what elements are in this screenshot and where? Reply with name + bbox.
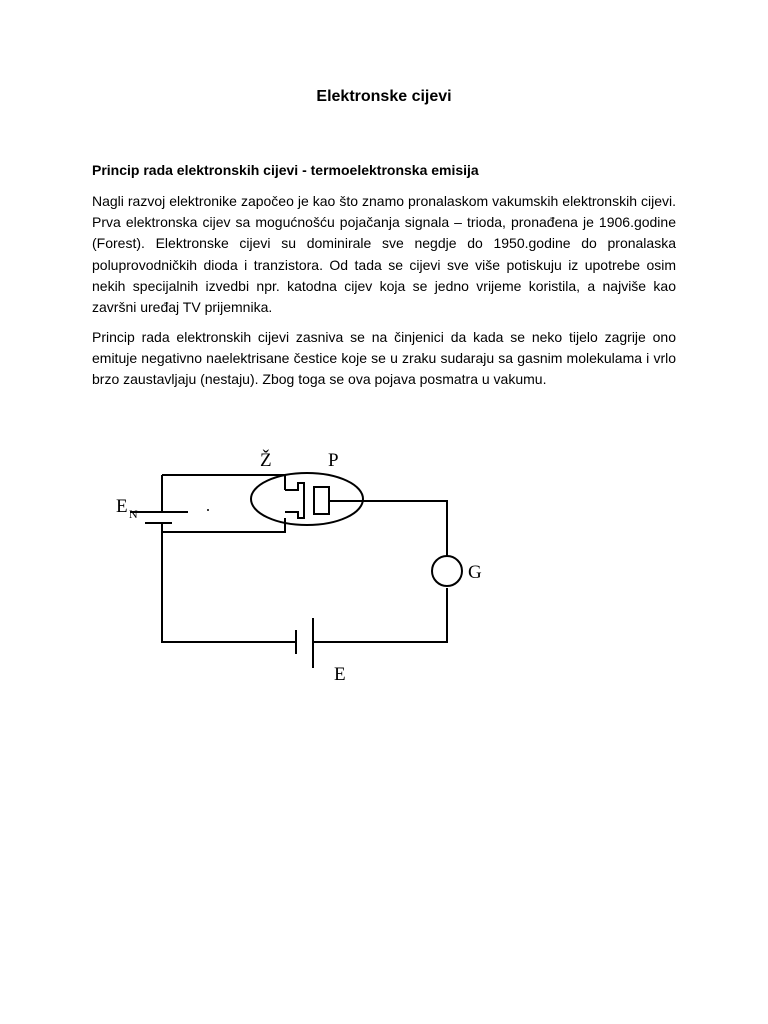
- paragraph-principle: Princip rada elektronskih cijevi zasniva se na činjenici da kada se neko tijelo zagrije ono emituje negativno naelektrisane čestice koje se u zraku sudaraju sa gasnim molekulama i vrlo brzo zaustavljaju (nestaju). Zbog toga se ova pojava posmatra u vakumu.: [92, 329, 676, 388]
- heater-source-subscript: N: [129, 507, 138, 521]
- page-title: Elektronske cijevi: [316, 88, 452, 105]
- section-heading: Princip rada elektronskih cijevi - termoelektronska emisija: [92, 162, 479, 178]
- galvanometer-symbol: [432, 556, 462, 586]
- anode-plate: [314, 487, 329, 514]
- vacuum-tube-envelope: [251, 473, 363, 525]
- filament-element: [285, 483, 304, 518]
- heater-bottom-wire: [162, 518, 285, 532]
- heater-top-wire: [162, 475, 285, 490]
- heater-source-label: E: [116, 496, 128, 517]
- plate-wire: [329, 501, 447, 556]
- galvanometer-label: G: [468, 562, 482, 583]
- source-label: E: [334, 664, 346, 685]
- plate-label: P: [328, 450, 339, 471]
- circuit-diagram: [100, 440, 520, 690]
- main-left-wire: [162, 532, 296, 642]
- filament-label: Ž: [260, 450, 272, 471]
- paragraph-intro: Nagli razvoj elektronike započeo je kao što znamo pronalaskom vakumskih elektronskih cijevi. Prva elektronska cijev sa mogućnošću pojačanja signala – trioda, pronađena je 1906.godine (Forest). Elektronske cijevi su dominirale sve negdje do 1950.godine do pronalaska poluprovodničkih dioda i tranzistora. Od tada se cijevi sve više potiskuju iz upotrebe osim nekih specijalnih izvedbi npr. katodna cijev koja se jedno vrijeme koristila, a najviše kao završni uređaj TV prijemnika.: [92, 193, 676, 316]
- main-right-wire: [313, 588, 447, 642]
- stray-dot: [207, 509, 209, 511]
